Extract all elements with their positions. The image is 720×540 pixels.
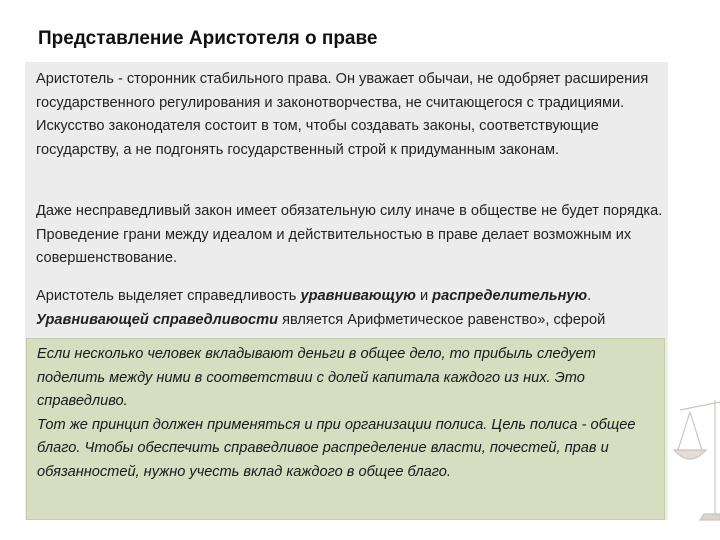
paragraph-3-text: Аристотель выделяет справедливость <box>36 288 301 304</box>
paragraph-2: Даже несправедливый закон имеет обязательную силу иначе в обществе не будет порядка. Проведение грани между идеалом и действительностью в праве делает возможным их совершенствование. <box>36 203 663 266</box>
paragraph-3-text: является Арифметическое равенство», сферой <box>278 311 606 328</box>
term-distributive: распределительную <box>432 288 588 304</box>
callout-line-2: Тот же принцип должен применяться и при организации полиса. Цель полиса - общее благо. Чтобы обеспечить справедливое распределение власти, почестей, прав и обязанностей, нужно учесть вклад каждого в общее благо. <box>37 416 636 480</box>
slide-title: Представление Аристотеля о праве <box>38 28 378 49</box>
callout-line-1: Если несколько человек вкладывают деньги в общее дело, то прибыль следует поделить между ними в соответствии с долей капитала каждого из них. Это справедливо. <box>37 346 596 409</box>
callout-text <box>37 343 662 484</box>
paragraph-1: Аристотель - сторонник стабильного права. Он уважает обычаи, не одобряет расширения государственного регулирования и законотворчества, не считающегося с традициями. Искусство законодателя состоит в том, чтобы создавать законы, соответствующие государству, а не подгонять государственный строй к придуманным законам. <box>36 71 649 158</box>
paragraph-3-text: и <box>415 288 433 304</box>
paragraph-3-text: . <box>587 288 592 304</box>
scales-decoration <box>670 380 720 530</box>
paragraph-3 <box>36 285 666 332</box>
term-equalizing-justice: Уравнивающей справедливости <box>36 311 279 328</box>
term-equalizing: уравнивающую <box>300 288 416 304</box>
callout-box <box>26 338 665 520</box>
